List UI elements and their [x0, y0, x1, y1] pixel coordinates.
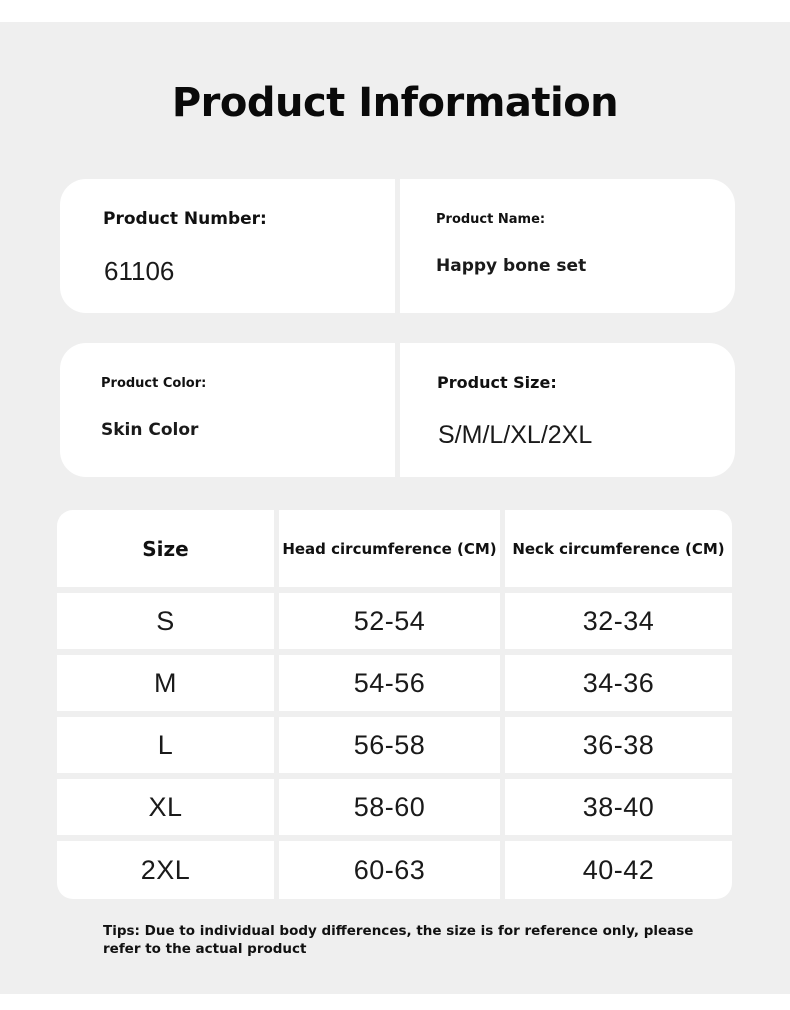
card-divider [395, 179, 400, 313]
table-cell-head: 54-56 [279, 655, 500, 711]
table-cell-neck: 38-40 [505, 779, 732, 835]
page-title: Product Information [171, 80, 619, 126]
product-info-card-2 [60, 343, 735, 477]
product-number-label: Product Number: [103, 209, 267, 229]
product-name-value: Happy bone set [436, 256, 587, 276]
product-size-value: S/M/L/XL/2XL [438, 421, 593, 449]
table-cell-head: 52-54 [279, 593, 500, 649]
table-cell-head: 58-60 [279, 779, 500, 835]
table-cell-size: 2XL [57, 841, 274, 899]
table-cell-head: 60-63 [279, 841, 500, 899]
table-cell-neck: 34-36 [505, 655, 732, 711]
table-cell-head: 56-58 [279, 717, 500, 773]
table-cell-size: S [57, 593, 274, 649]
table-cell-neck: 32-34 [505, 593, 732, 649]
table-cell-neck: 40-42 [505, 841, 732, 899]
size-chart-table [57, 510, 732, 899]
product-number-value: 61106 [104, 256, 175, 286]
product-color-value: Skin Color [101, 420, 199, 440]
table-header-size: Size [57, 510, 274, 587]
table-cell-neck: 36-38 [505, 717, 732, 773]
table-cell-size: XL [57, 779, 274, 835]
tips-note: Tips: Due to individual body differences, the size is for reference only, please refer to the actual product [103, 923, 694, 957]
card-divider [395, 343, 400, 477]
product-info-card-1 [60, 179, 735, 313]
table-header-neck-circumference: Neck circumference (CM) [505, 510, 732, 587]
product-color-label: Product Color: [101, 376, 207, 391]
product-name-label: Product Name: [436, 212, 546, 227]
table-header-head-circumference: Head circumference (CM) [279, 510, 500, 587]
table-cell-size: L [57, 717, 274, 773]
product-size-label: Product Size: [437, 373, 557, 392]
table-cell-size: M [57, 655, 274, 711]
